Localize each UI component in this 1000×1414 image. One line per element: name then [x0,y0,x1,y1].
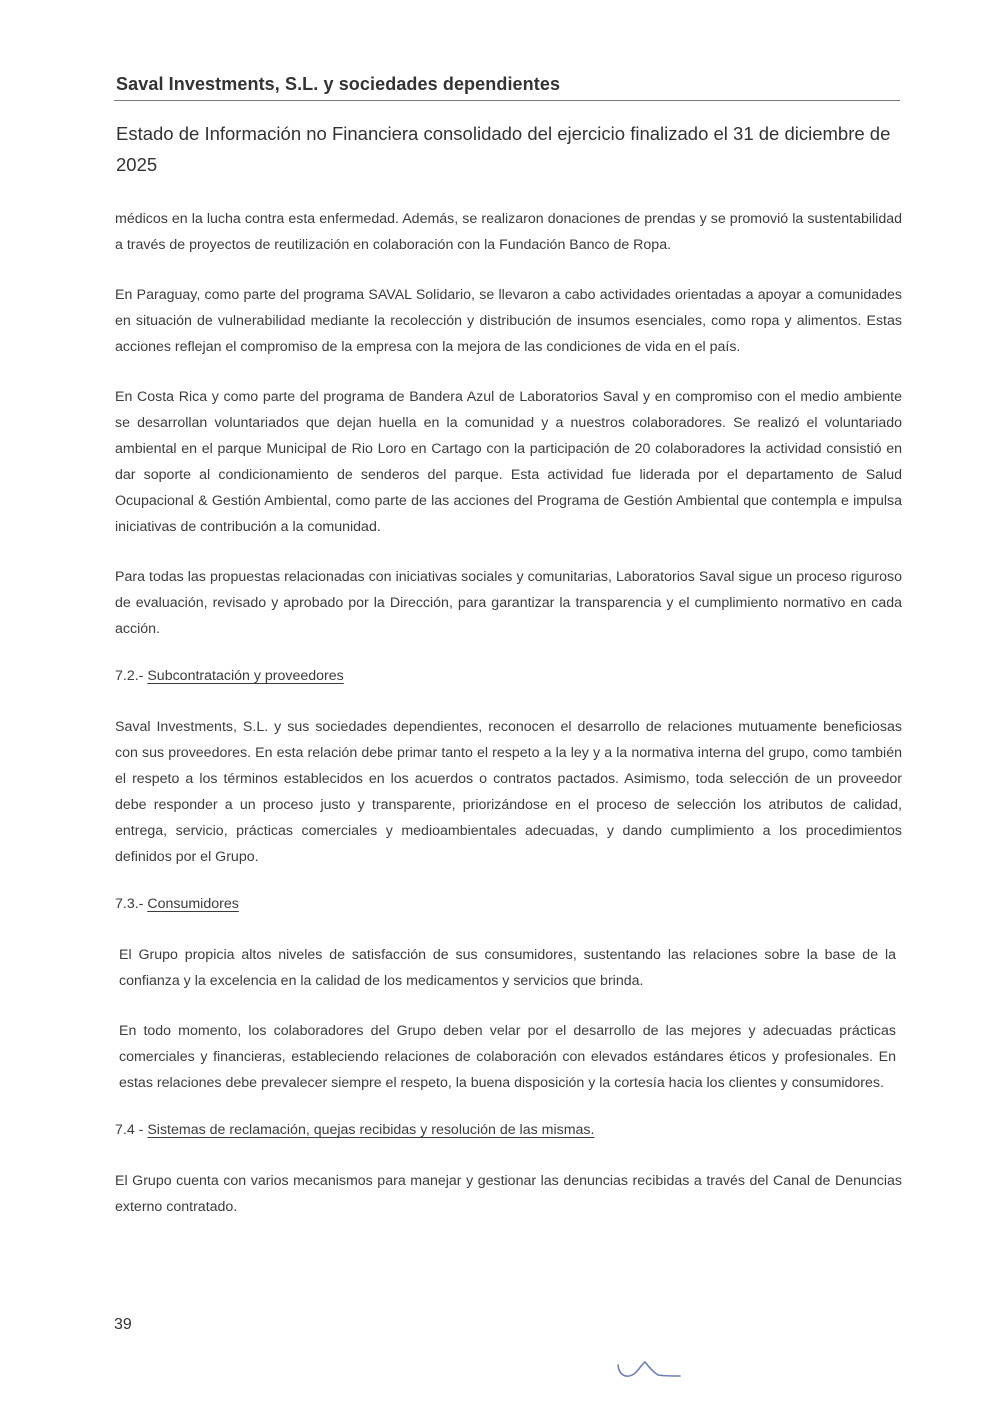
paragraph-donations: médicos en la lucha contra esta enfermedad. Además, se realizaron donaciones de prendas y se promovió la sustentabilidad a través de proyectos de reutilización en colaboración con la Fundación Banco de Ropa. [115,211,902,253]
document-body [115,206,902,1244]
section-number: 7.2.- [115,668,144,684]
section-title: Subcontratación y proveedores [147,668,344,684]
section-title: Consumidores [147,896,239,912]
paragraph-evaluation: Para todas las propuestas relacionadas con iniciativas sociales y comunitarias, Laboratorios Saval sigue un proceso riguroso de evaluación, revisado y aprobado por la Dirección, para garantizar la transparencia y el cumplimiento normativo en cada acción. [115,569,902,637]
section-heading-7-2 [115,666,902,686]
document-title: Estado de Información no Financiera consolidado del ejercicio finalizado el 31 de diciembre de 2025 [116,123,891,175]
paragraph-consumer-satisfaction: El Grupo propicia altos niveles de satisfacción de sus consumidores, sustentando las relaciones sobre la base de la confianza y la excelencia en la calidad de los medicamentos y servicios que brinda. [119,947,896,989]
header-rule [114,100,900,101]
section-title: Sistemas de reclamación, quejas recibidas y resolución de las mismas. [147,1122,595,1138]
signature-mark [612,1355,684,1385]
paragraph-costa-rica: En Costa Rica y como parte del programa de Bandera Azul de Laboratorios Saval y en compromiso con el medio ambiente se desarrollan voluntariados que dejan huella en la comunidad y a nuestros colaboradores. Se realizó el voluntariado ambiental en el parque Municipal de Rio Loro en Cartago con la participación de 20 colaboradores la actividad consistió en dar soporte al condicionamiento de senderos del parque. Esta actividad fue liderada por el departamento de Salud Ocupacional & Gestión Ambiental, como parte de las acciones del Programa de Gestión Ambiental que contempla e impulsa iniciativas de contribución a la comunidad. [115,389,902,535]
paragraph-suppliers: Saval Investments, S.L. y sus sociedades dependientes, reconocen el desarrollo de relaciones mutuamente beneficiosas con sus proveedores. En esta relación debe primar tanto el respeto a la ley y a la normativa interna del grupo, como también el respeto a los términos establecidos en los acuerdos o contratos pactados. Asimismo, toda selección de un proveedor debe responder a un proceso justo y transparente, priorizándose en el proceso de selección los atributos de calidad, entrega, servicio, prácticas comerciales y medioambientales adecuadas, y dando cumplimiento a los procedimientos definidos por el Grupo. [115,719,902,865]
page-number: 39 [114,1316,132,1333]
paragraph-complaints: El Grupo cuenta con varios mecanismos para manejar y gestionar las denuncias recibidas a través del Canal de Denuncias externo contratado. [115,1173,902,1215]
section-number: 7.3.- [115,896,144,912]
paragraph-collaborators: En todo momento, los colaboradores del Grupo deben velar por el desarrollo de las mejores y adecuadas prácticas comerciales y financieras, estableciendo relaciones de colaboración con elevados estándares éticos y profesionales. En estas relaciones debe prevalecer siempre el respeto, la buena disposición y la cortesía hacia los clientes y consumidores. [119,1023,896,1091]
section-number: 7.4 - [115,1122,144,1138]
section-heading-7-3 [115,894,902,914]
paragraph-paraguay: En Paraguay, como parte del programa SAVAL Solidario, se llevaron a cabo actividades orientadas a apoyar a comunidades en situación de vulnerabilidad mediante la recolección y distribución de insumos esenciales, como ropa y alimentos. Estas acciones reflejan el compromiso de la empresa con la mejora de las condiciones de vida en el país. [115,287,902,355]
company-name: Saval Investments, S.L. y sociedades dependientes [116,74,561,94]
section-heading-7-4 [115,1120,902,1140]
